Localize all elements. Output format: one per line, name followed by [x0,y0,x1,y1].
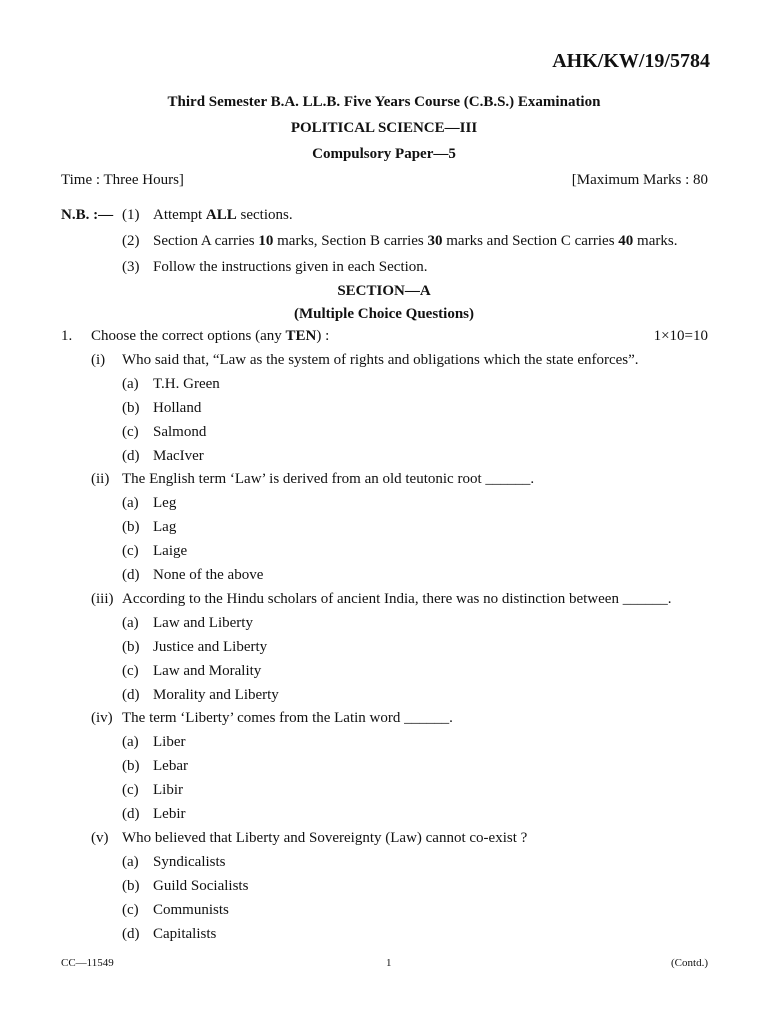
nb-item-number: (1) [122,207,140,223]
paper-title: Compulsory Paper—5 [312,146,456,162]
option-text: Capitalists [153,926,217,942]
footer-page-number: 1 [386,957,392,969]
option-text: T.H. Green [153,376,220,392]
subject-title: POLITICAL SCIENCE—III [290,120,478,136]
option-label: (c) [122,902,139,918]
option-label: (b) [122,400,140,416]
question-marks: 1×10=10 [653,328,708,344]
option-label: (b) [122,878,140,894]
subquestion-text: The English term ‘Law’ is derived from an old teutonic root ______. [122,471,535,487]
option-label: (c) [122,782,139,798]
nb-item-number: (2) [122,233,140,249]
max-marks-label: [Maximum Marks : 80 [571,172,708,188]
option-text: Holland [153,400,202,416]
section-title: SECTION—A [337,283,431,299]
nb-item-part: marks. [633,233,678,249]
option-text: Syndicalists [153,854,226,870]
option-label: (b) [122,519,140,535]
option-label: (d) [122,806,140,822]
nb-item-part: Section A carries [153,233,259,249]
nb-item-text [153,233,677,250]
nb-item-number: (3) [122,259,140,275]
option-label: (d) [122,687,140,703]
subquestion-number: (v) [91,830,109,846]
option-label: (d) [122,567,140,583]
nb-item-bold: ALL [205,207,237,223]
option-label: (d) [122,926,140,942]
nb-item-text [153,207,293,224]
subquestion-number: (ii) [91,471,110,487]
option-label: (a) [122,615,139,631]
option-text: Guild Socialists [153,878,249,894]
question-text-bold: TEN [285,328,317,344]
footer-contd: (Contd.) [671,957,708,969]
nb-item-text [153,259,428,276]
time-label: Time : Three Hours] [61,172,184,188]
option-text: Laige [153,543,188,559]
nb-item-part: marks, Section B carries [273,233,428,249]
section-subtitle: (Multiple Choice Questions) [294,306,474,322]
option-text: Communists [153,902,229,918]
nb-item-bold: 40 [618,233,634,249]
option-label: (a) [122,376,139,392]
option-text: Libir [153,782,183,798]
subquestion-number: (iii) [91,591,114,607]
subquestion-text: The term ‘Liberty’ comes from the Latin word ______. [122,710,453,726]
question-number: 1. [61,328,73,344]
option-label: (c) [122,663,139,679]
nb-item-part: Follow the instructions given in each Section. [153,259,428,275]
option-text: MacIver [153,448,204,464]
option-text: Lebir [153,806,186,822]
nb-item-bold: 30 [427,233,443,249]
option-label: (b) [122,758,140,774]
question-text [91,328,329,345]
option-label: (d) [122,448,140,464]
option-text: Law and Morality [153,663,262,679]
option-text: Justice and Liberty [153,639,268,655]
paper-code: AHK/KW/19/5784 [552,50,710,72]
question-text-pre: Choose the correct options (any [91,328,286,344]
option-label: (a) [122,495,139,511]
option-text: Liber [153,734,186,750]
footer-code: CC—11549 [61,957,114,969]
nb-item-part: sections. [236,207,293,223]
subquestion-number: (iv) [91,710,113,726]
option-text: Morality and Liberty [153,687,279,703]
option-text: Lag [153,519,177,535]
option-label: (a) [122,854,139,870]
subquestion-text: Who said that, “Law as the system of rights and obligations which the state enforces”. [122,352,639,368]
option-text: Leg [153,495,177,511]
option-text: None of the above [153,567,264,583]
nb-item-part: marks and Section C carries [442,233,619,249]
exam-title: Third Semester B.A. LL.B. Five Years Course (C.B.S.) Examination [167,94,601,110]
option-label: (b) [122,639,140,655]
nb-label: N.B. :— [61,207,114,223]
nb-item-bold: 10 [258,233,274,249]
question-text-post: ) : [316,328,330,344]
option-label: (a) [122,734,139,750]
subquestion-text: According to the Hindu scholars of ancient India, there was no distinction between ______. [122,591,672,607]
subquestion-text: Who believed that Liberty and Sovereignty (Law) cannot co-exist ? [122,830,528,846]
option-label: (c) [122,424,139,440]
option-text: Lebar [153,758,188,774]
nb-item-part: Attempt [153,207,206,223]
subquestion-number: (i) [91,352,106,368]
option-text: Law and Liberty [153,615,253,631]
option-label: (c) [122,543,139,559]
option-text: Salmond [153,424,207,440]
